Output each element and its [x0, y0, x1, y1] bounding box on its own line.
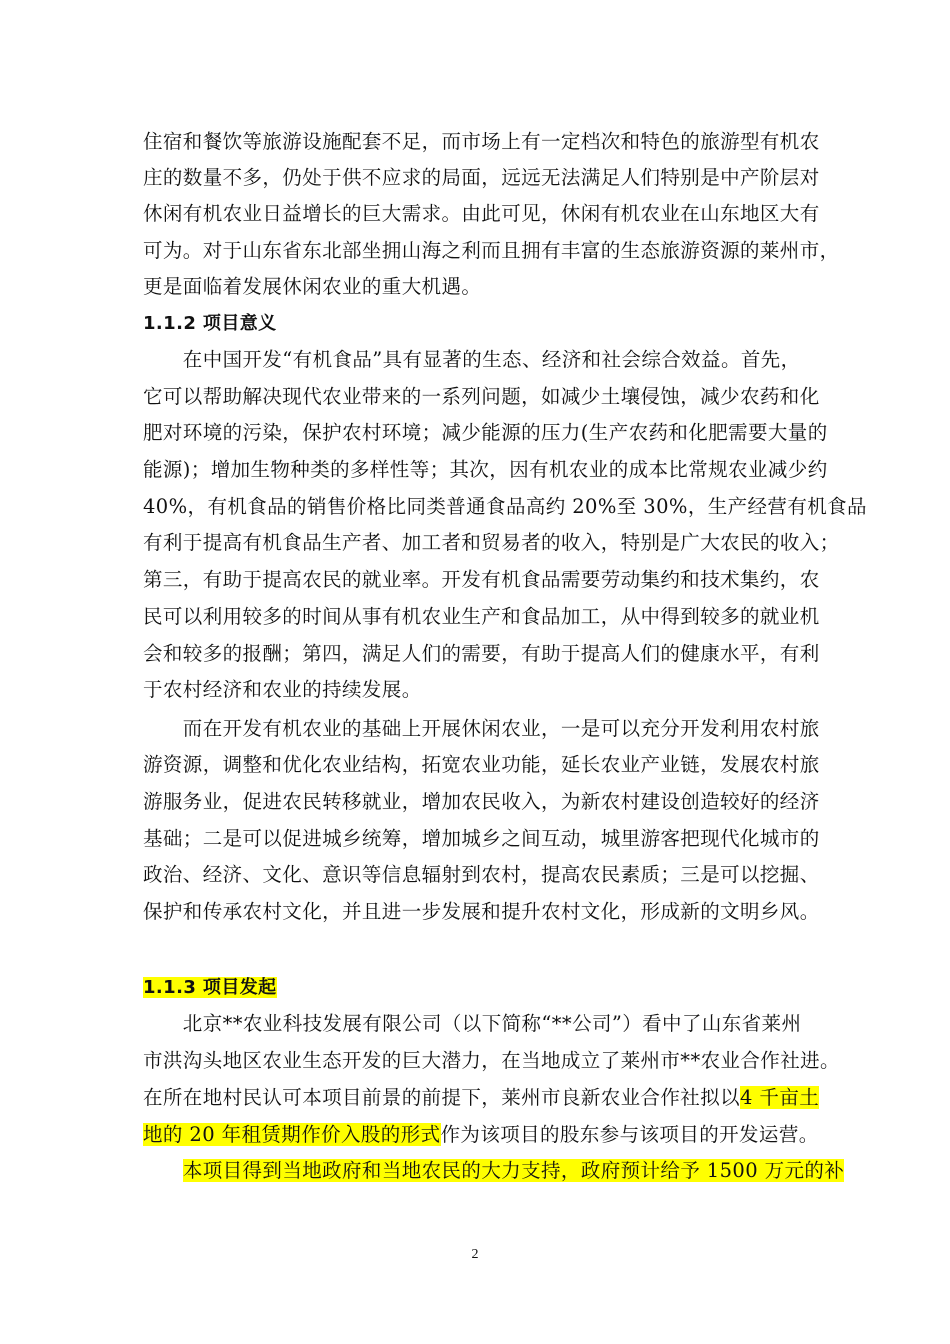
section-heading-1-1-3 [143, 970, 277, 1006]
significance-line-6: 有利于提高有机食品生产者、加工者和贸易者的收入，特别是广大农民的收入； [143, 531, 840, 554]
leisure-line-1: 而在开发有机农业的基础上开展休闲农业，一是可以充分开发利用农村旅 [143, 717, 820, 740]
significance-line-10: 于农村经济和农业的持续发展。 [143, 678, 422, 701]
leisure-line-3: 游服务业，促进农民转移就业，增加农民收入，为新农村建设创造较好的经济 [143, 790, 820, 813]
indent [143, 1159, 183, 1182]
section-heading-1-1-2: 1.1.2 项目意义 [143, 313, 277, 334]
initiation-line-2: 市洪沟头地区农业生态开发的巨大潜力，在当地成立了莱州市**农业合作社进。 [143, 1049, 840, 1072]
initiation-line-4-text: 作为该项目的股东参与该项目的开发运营。 [440, 1123, 819, 1146]
significance-line-8: 民可以利用较多的时间从事有机农业生产和食品加工，从中得到较多的就业机 [143, 605, 820, 628]
significance-line-4: 能源)；增加生物种类的多样性等；其次，因有机农业的成本比常规农业减少约 [143, 458, 828, 481]
initiation-line-3 [143, 1080, 819, 1116]
intro-line-1: 住宿和餐饮等旅游设施配套不足，而市场上有一定档次和特色的旅游型有机农 [143, 130, 820, 153]
intro-line-2: 庄的数量不多，仍处于供不应求的局面，远远无法满足人们特别是中产阶层对 [143, 166, 820, 189]
highlight-government-support: 本项目得到当地政府和当地农民的大力支持，政府预计给予 1500 万元的补 [182, 1159, 845, 1182]
highlight-land-share: 4 千亩土 [740, 1086, 820, 1109]
intro-line-4: 可为。对于山东省东北部坐拥山海之利而且拥有丰富的生态旅游资源的莱州市， [143, 239, 840, 262]
significance-line-7: 第三，有助于提高农民的就业率。开发有机食品需要劳动集约和技术集约，农 [143, 568, 820, 591]
intro-line-3: 休闲有机农业日益增长的巨大需求。由此可见，休闲有机农业在山东地区大有 [143, 202, 820, 225]
leisure-line-5: 政治、经济、文化、意识等信息辐射到农村，提高农民素质；三是可以挖掘、 [143, 863, 820, 886]
significance-line-9: 会和较多的报酬；第四，满足人们的需要，有助于提高人们的健康水平，有利 [143, 642, 820, 665]
significance-line-3: 肥对环境的污染，保护农村环境；减少能源的压力(生产农药和化肥需要大量的 [143, 421, 828, 444]
highlight-lease-term: 地的 20 年租赁期作价入股的形式 [143, 1123, 441, 1146]
initiation-line-3-text: 在所在地村民认可本项目前景的前提下，莱州市良新农业合作社拟以 [143, 1086, 741, 1109]
section-heading-1-1-3-text: 1.1.3 项目发起 [143, 977, 277, 998]
initiation-line-5 [143, 1153, 844, 1189]
significance-line-5: 40%，有机食品的销售价格比同类普通食品高约 20%至 30%，生产经营有机食品 [143, 495, 867, 518]
leisure-line-6: 保护和传承农村文化，并且进一步发展和提升农村文化，形成新的文明乡风。 [143, 900, 820, 923]
initiation-line-1: 北京**农业科技发展有限公司（以下简称“**公司”）看中了山东省莱州 [143, 1012, 802, 1035]
initiation-line-4 [143, 1117, 819, 1153]
page-number: 2 [471, 1247, 479, 1262]
intro-line-5: 更是面临着发展休闲农业的重大机遇。 [143, 275, 482, 298]
leisure-line-4: 基础；二是可以促进城乡统筹，增加城乡之间互动，城里游客把现代化城市的 [143, 827, 820, 850]
significance-line-1: 在中国开发“有机食品”具有显著的生态、经济和社会综合效益。首先， [143, 348, 801, 371]
significance-line-2: 它可以帮助解决现代农业带来的一系列问题，如减少土壤侵蚀，减少农药和化 [143, 385, 820, 408]
leisure-line-2: 游资源，调整和优化农业结构，拓宽农业功能，延长农业产业链，发展农村旅 [143, 753, 820, 776]
